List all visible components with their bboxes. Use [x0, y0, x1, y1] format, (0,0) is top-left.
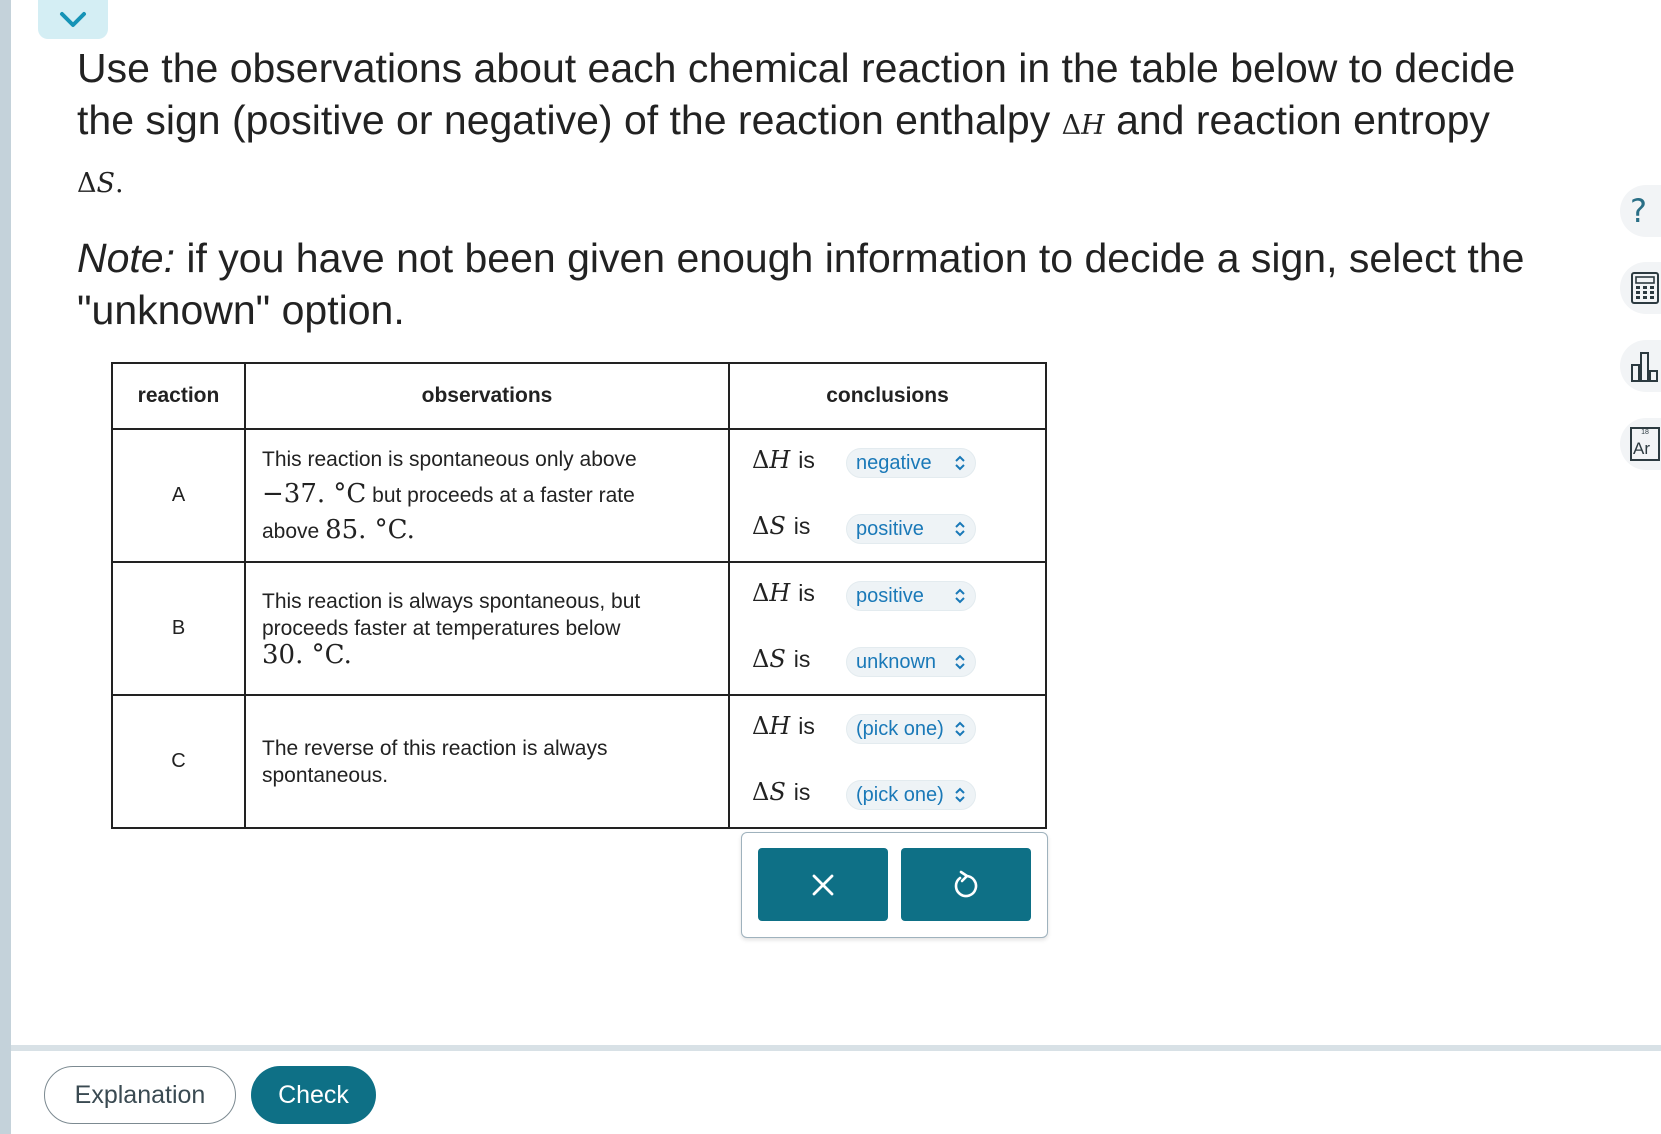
reaction-label: B	[112, 562, 245, 695]
collapse-toggle-button[interactable]	[38, 0, 108, 39]
periodic-table-tool[interactable]	[1620, 418, 1661, 470]
chevron-down-icon	[58, 10, 88, 30]
calculator-icon	[1630, 271, 1660, 305]
select-arrows-icon	[953, 654, 967, 670]
header-observations: observations	[245, 363, 729, 429]
close-icon	[810, 872, 836, 898]
conclusion-cell	[729, 695, 1046, 828]
select-arrows-icon	[953, 588, 967, 604]
observation-cell	[245, 429, 729, 562]
footer-divider	[11, 1045, 1661, 1051]
reaction-label: C	[112, 695, 245, 828]
table-row	[112, 695, 1046, 828]
conclusion-cell	[729, 429, 1046, 562]
select-arrows-icon	[953, 455, 967, 471]
observations-table	[111, 362, 1047, 829]
undo-icon	[952, 870, 980, 900]
observation-cell	[245, 562, 729, 695]
prompt-paragraph: Use the observations about each chemical reaction in the table below to decide the sign (positive or negative) of the reaction enthalpy ΔH and reaction entropy ΔS.	[77, 45, 1516, 199]
table-header-row	[112, 363, 1046, 429]
header-reaction: reaction	[112, 363, 245, 429]
delta-s-row: ΔS is (pick one)	[752, 776, 976, 808]
delta-s-select[interactable]: unknown	[846, 647, 976, 677]
header-conclusions: conclusions	[729, 363, 1046, 429]
chart-icon	[1630, 349, 1661, 383]
observation-text: The reverse of this reaction is always spontaneous.	[262, 736, 608, 787]
delta-h-row: ΔH is negative	[752, 444, 976, 476]
delta-s-select[interactable]: positive	[846, 514, 976, 544]
delta-h-row: ΔH is positive	[752, 577, 976, 609]
calculator-tool[interactable]	[1620, 262, 1661, 314]
reaction-label: A	[112, 429, 245, 562]
delta-h-row: ΔH is (pick one)	[752, 710, 976, 742]
delta-h-select[interactable]: negative	[846, 448, 976, 478]
delta-h-select[interactable]: positive	[846, 581, 976, 611]
check-button[interactable]: Check	[251, 1066, 376, 1124]
observation-cell	[245, 695, 729, 828]
explanation-button[interactable]: Explanation	[44, 1066, 236, 1124]
conclusion-cell	[729, 562, 1046, 695]
table-row	[112, 562, 1046, 695]
delta-s-select[interactable]: (pick one)	[846, 780, 976, 810]
help-icon: ?	[1630, 192, 1647, 230]
delta-h-select[interactable]: (pick one)	[846, 714, 976, 744]
select-arrows-icon	[953, 787, 967, 803]
delta-s-row: ΔS is unknown	[752, 643, 976, 675]
clear-answer-button[interactable]	[758, 848, 888, 921]
answer-actions-panel	[741, 832, 1048, 938]
left-scroll-bar	[0, 0, 11, 1134]
note-paragraph: Note: if you have not been given enough information to decide a sign, select the "unknown" option.	[77, 235, 1525, 333]
reset-answer-button[interactable]	[901, 848, 1031, 921]
periodic-table-icon: 18 Ar	[1630, 427, 1660, 461]
select-arrows-icon	[953, 721, 967, 737]
delta-s-row: ΔS is positive	[752, 510, 976, 542]
question-prompt	[77, 42, 1547, 336]
select-arrows-icon	[953, 521, 967, 537]
data-tool[interactable]	[1620, 340, 1661, 392]
observation-text: This reaction is spontaneous only above −37. °C but proceeds at a faster rate above 85. °C.	[262, 447, 637, 545]
table-row	[112, 429, 1046, 562]
help-tool[interactable]	[1620, 185, 1661, 237]
observation-text: This reaction is always spontaneous, but proceeds faster at temperatures below 30. °C.	[262, 589, 641, 670]
